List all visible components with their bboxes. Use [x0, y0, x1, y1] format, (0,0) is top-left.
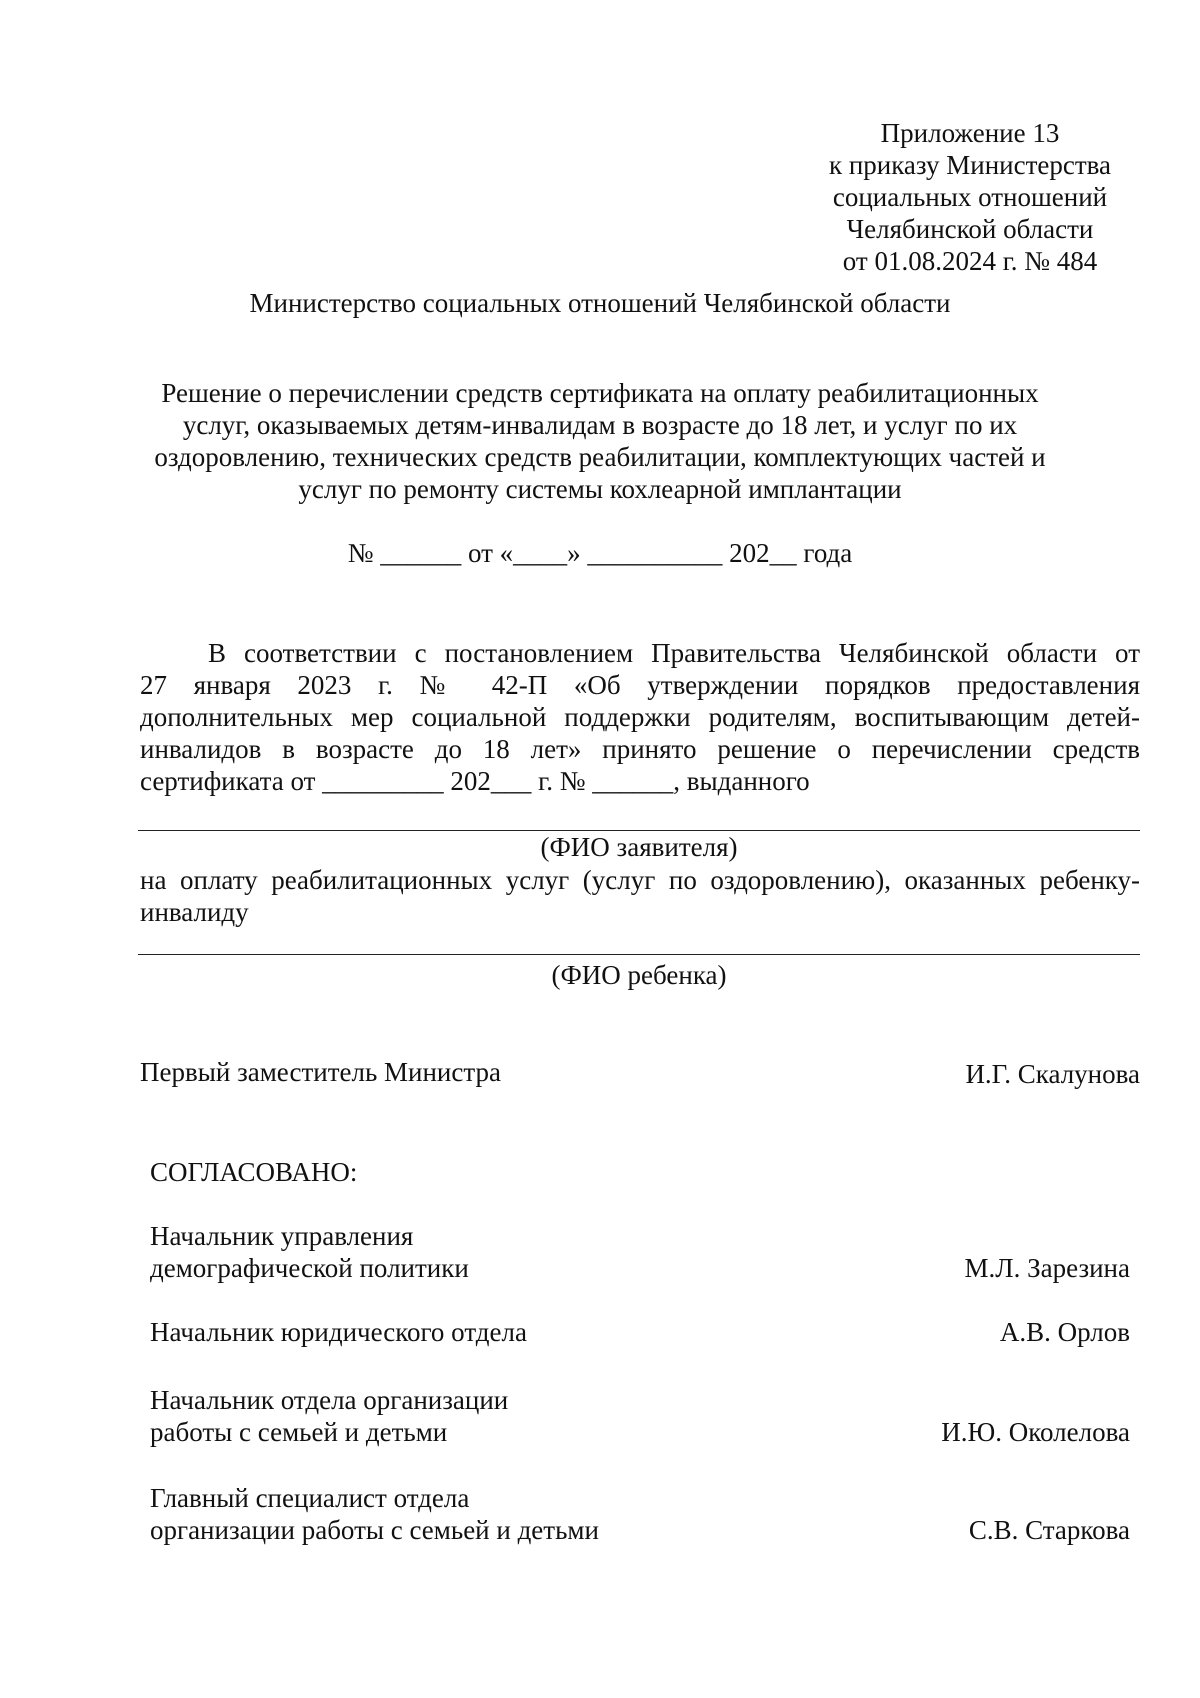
paragraph-line: В соответствии с постановлением Правительства Челябинской области от: [208, 638, 1140, 668]
agreed-heading: СОГЛАСОВАНО:: [150, 1157, 358, 1187]
child-name-line: [138, 954, 1140, 955]
child-caption: (ФИО ребенка): [551, 960, 727, 990]
applicant-caption: (ФИО заявителя): [540, 832, 738, 862]
approver-position-line: демографической политики: [150, 1253, 469, 1283]
title-line: Решение о перечислении средств сертификата на оплату реабилитационных: [161, 378, 1039, 408]
approver-row: [140, 1384, 1140, 1448]
signatory-row: [140, 1056, 1140, 1088]
approver-row: [140, 1482, 1140, 1546]
document-number-date: № ______ от «____» __________ 202__ года: [347, 538, 853, 568]
document-title: [140, 377, 1060, 505]
title-line: услуг по ремонту системы кохлеарной имплантации: [298, 474, 902, 504]
approver-row: [140, 1316, 1140, 1348]
signatory-name: И.Г. Скалунова: [965, 1059, 1140, 1089]
approver-position-line: организации работы с семьей и детьми: [150, 1515, 599, 1545]
approver-name: С.В. Старкова: [968, 1515, 1130, 1545]
paragraph-line: дополнительных мер социальной поддержки родителям, воспитывающим детей-: [140, 702, 1140, 732]
approver-position-line: Начальник юридического отдела: [150, 1317, 527, 1347]
payment-paragraph: [140, 864, 1140, 928]
paragraph-line: инвалиду: [140, 897, 249, 927]
approver-row: [140, 1220, 1140, 1284]
approver-position: [150, 1220, 469, 1284]
appendix-line: к приказу Министерства: [828, 150, 1112, 180]
approver-name: М.Л. Зарезина: [964, 1253, 1130, 1283]
appendix-line: социальных отношений: [832, 182, 1108, 212]
title-line: оздоровлению, технических средств реабилитации, комплектующих частей и: [154, 442, 1046, 472]
approver-name: А.В. Орлов: [999, 1317, 1130, 1347]
paragraph-line: инвалидов в возрасте до 18 лет» принято решение о перечислении средств: [140, 734, 1140, 764]
appendix-line: от 01.08.2024 г. № 484: [842, 246, 1098, 276]
approver-name: И.Ю. Околелова: [941, 1417, 1130, 1447]
paragraph-line: на оплату реабилитационных услуг (услуг по оздоровлению), оказанных ребенку-: [140, 865, 1140, 895]
title-line: услуг, оказываемых детям-инвалидам в возрасте до 18 лет, и услуг по их: [182, 410, 1018, 440]
appendix-line: Челябинской области: [846, 214, 1094, 244]
signatory-position: Первый заместитель Министра: [140, 1057, 501, 1087]
paragraph-line: сертификата от _________ 202___ г. № ______, выданного: [140, 766, 810, 796]
approver-position: [150, 1384, 508, 1448]
approver-position-line: Начальник отдела организации: [150, 1385, 509, 1415]
appendix-reference: [800, 117, 1140, 277]
approver-position-line: работы с семьей и детьми: [150, 1417, 448, 1447]
approver-position: [150, 1316, 527, 1348]
approver-position-line: Главный специалист отдела: [150, 1483, 470, 1513]
ministry-name: Министерство социальных отношений Челябинской области: [249, 288, 951, 318]
paragraph-line: 27 января 2023 г. № 42-П «Об утверждении порядков предоставления: [140, 670, 1140, 700]
approver-position-line: Начальник управления: [150, 1221, 414, 1251]
appendix-line: Приложение 13: [880, 118, 1060, 148]
decision-paragraph: [140, 637, 1140, 797]
approver-position: [150, 1482, 599, 1546]
